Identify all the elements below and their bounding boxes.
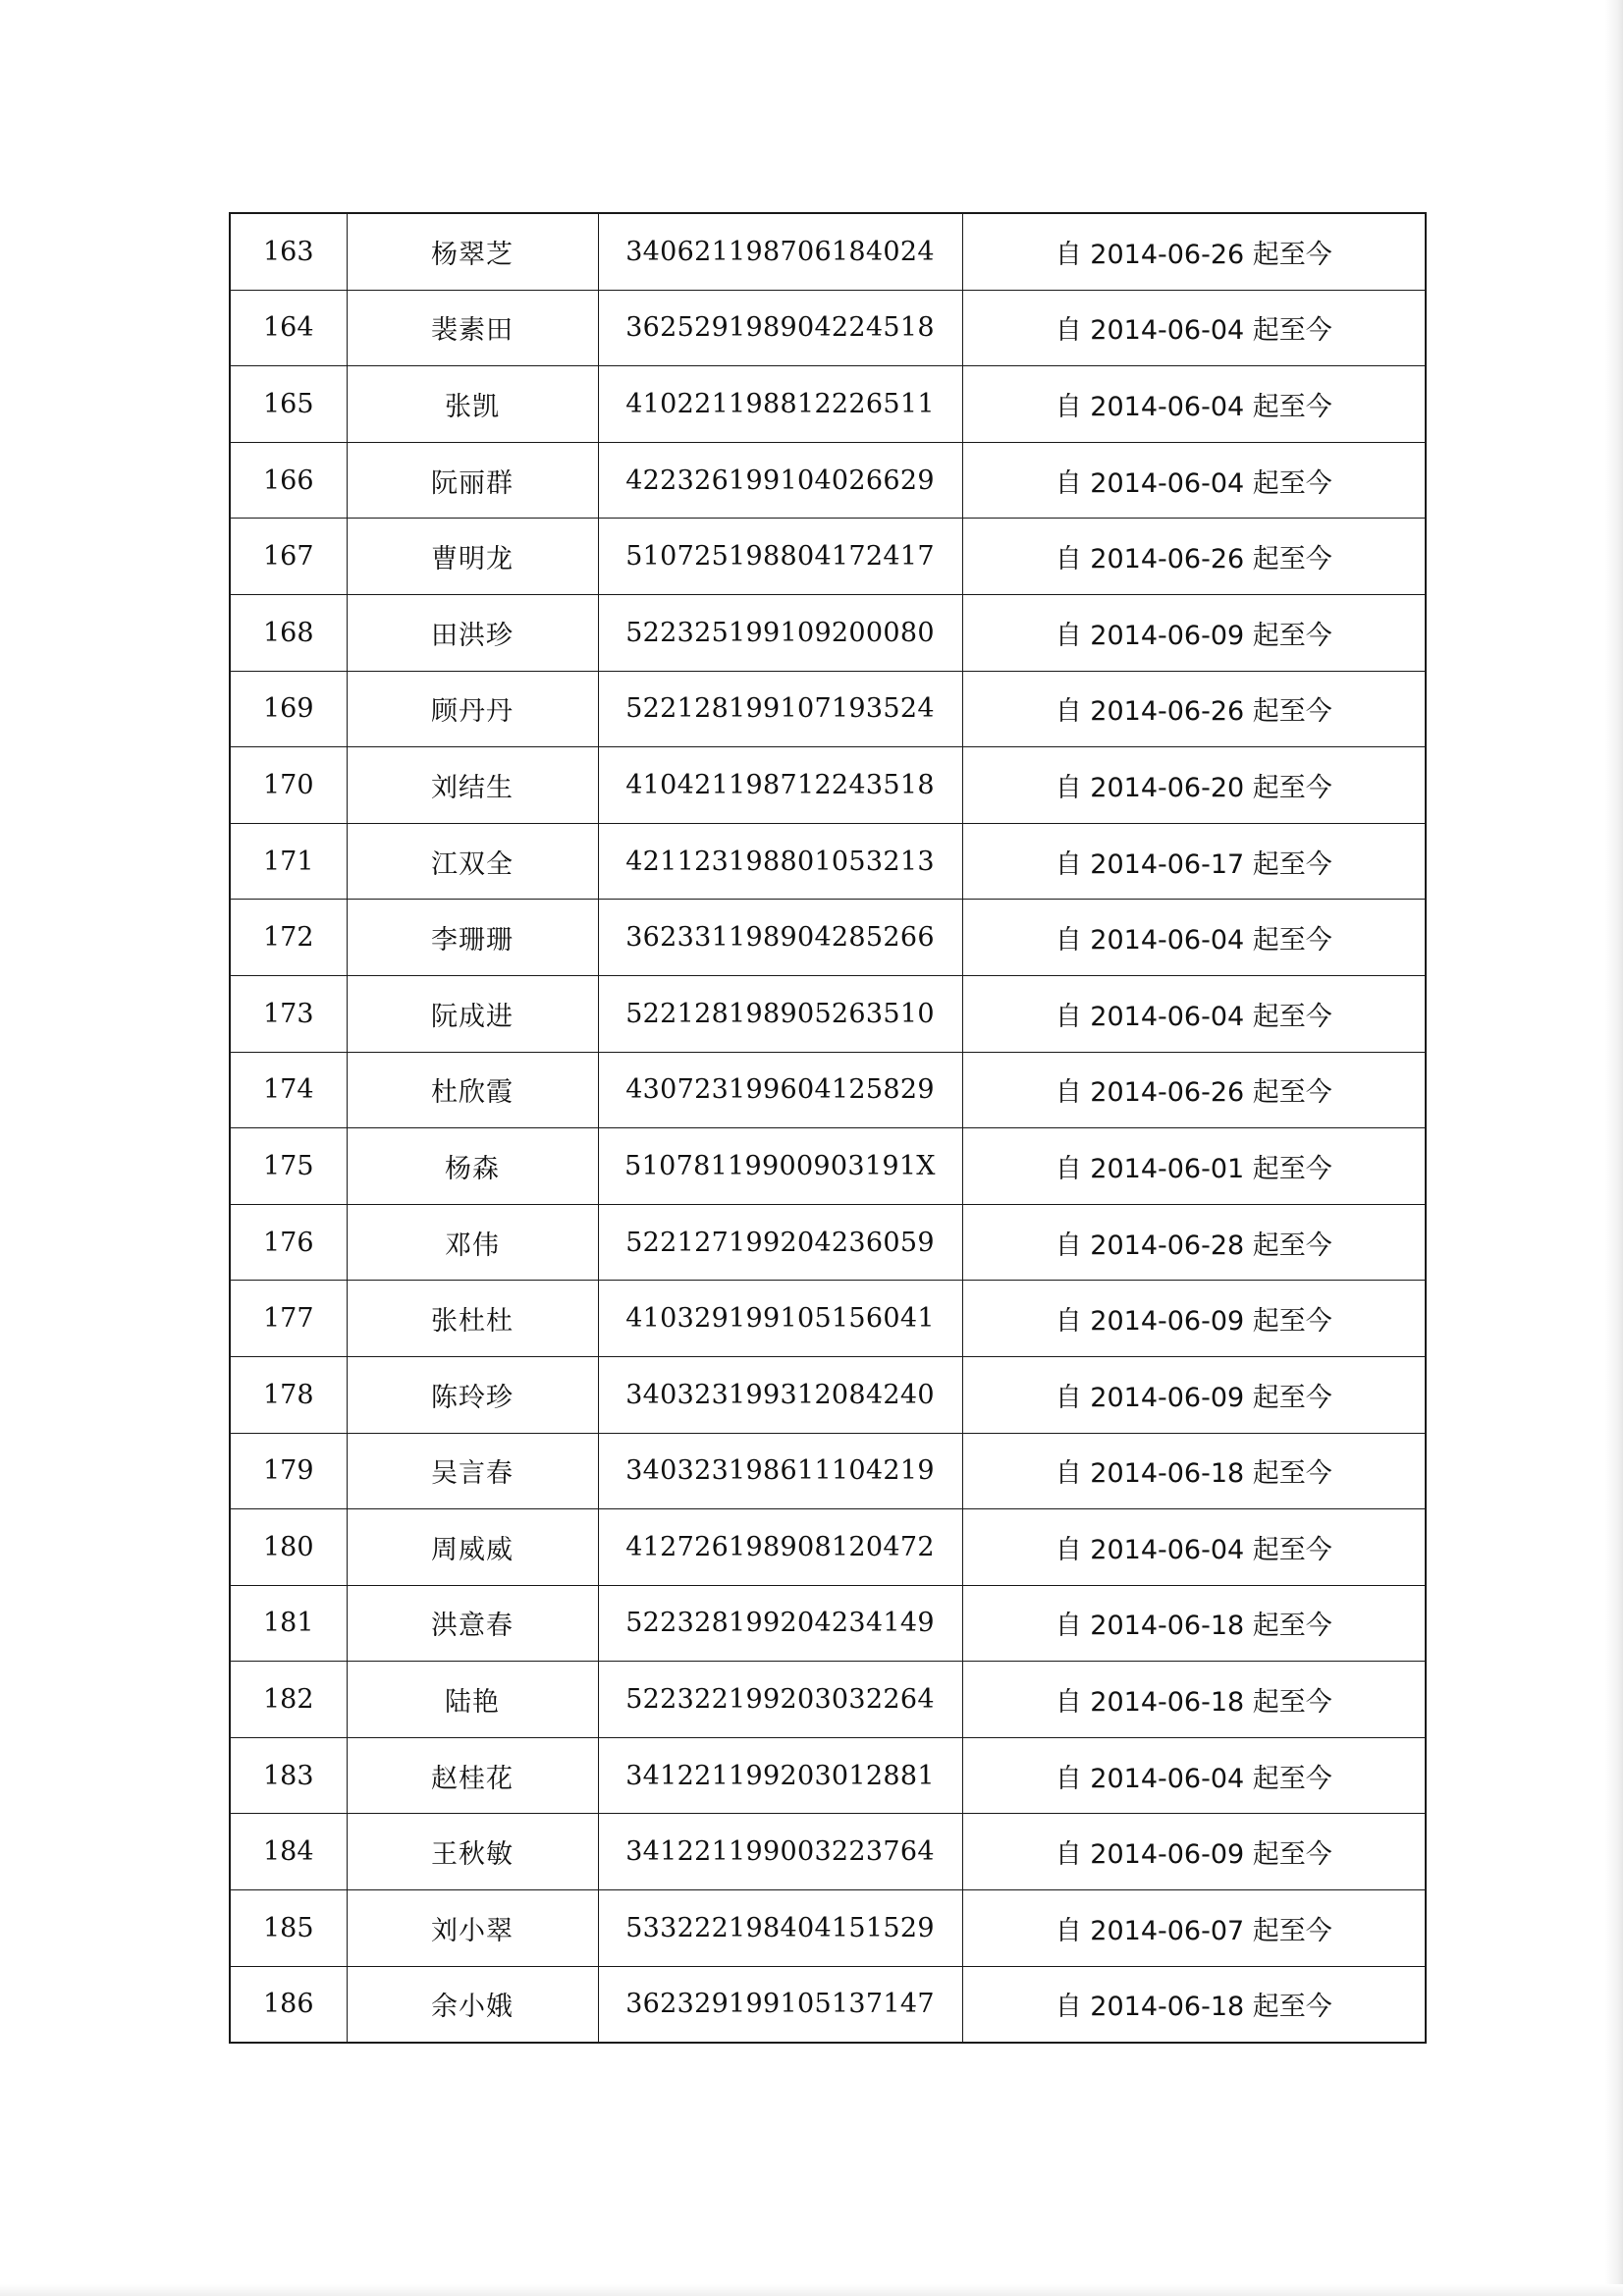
row-number: 176 <box>230 1204 347 1281</box>
table-row <box>230 671 1426 747</box>
id-number: 522128199107193524 <box>598 671 962 747</box>
employment-period: 自 2014-06-26 起至今 <box>962 1052 1426 1128</box>
person-name: 杜欣霞 <box>347 1052 598 1128</box>
table-row <box>230 442 1426 519</box>
row-number: 164 <box>230 290 347 366</box>
table-row <box>230 1966 1426 2043</box>
row-number: 172 <box>230 900 347 976</box>
employment-period: 自 2014-06-04 起至今 <box>962 1509 1426 1586</box>
table-row <box>230 1509 1426 1586</box>
table-row <box>230 594 1426 671</box>
person-name: 刘结生 <box>347 747 598 824</box>
employment-period: 自 2014-06-04 起至今 <box>962 975 1426 1052</box>
id-number: 422326199104026629 <box>598 442 962 519</box>
person-name: 裴素田 <box>347 290 598 366</box>
person-name: 江双全 <box>347 823 598 900</box>
id-number: 410421198712243518 <box>598 747 962 824</box>
row-number: 182 <box>230 1662 347 1738</box>
roster-table-body <box>230 213 1426 2043</box>
employment-period: 自 2014-06-09 起至今 <box>962 1281 1426 1357</box>
row-number: 183 <box>230 1737 347 1814</box>
employment-period: 自 2014-06-20 起至今 <box>962 747 1426 824</box>
id-number: 340621198706184024 <box>598 213 962 290</box>
person-name: 赵桂花 <box>347 1737 598 1814</box>
person-name: 刘小翠 <box>347 1890 598 1967</box>
person-name: 曹明龙 <box>347 519 598 595</box>
row-number: 168 <box>230 594 347 671</box>
id-number: 341221199003223764 <box>598 1814 962 1890</box>
roster-table <box>229 212 1427 2044</box>
row-number: 174 <box>230 1052 347 1128</box>
person-name: 余小娥 <box>347 1966 598 2043</box>
table-row <box>230 1356 1426 1433</box>
id-number: 421123198801053213 <box>598 823 962 900</box>
person-name: 李珊珊 <box>347 900 598 976</box>
person-name: 杨森 <box>347 1128 598 1205</box>
id-number: 410221198812226511 <box>598 366 962 443</box>
employment-period: 自 2014-06-04 起至今 <box>962 442 1426 519</box>
table-row <box>230 519 1426 595</box>
row-number: 175 <box>230 1128 347 1205</box>
id-number: 362331198904285266 <box>598 900 962 976</box>
table-row <box>230 900 1426 976</box>
id-number: 522127199204236059 <box>598 1204 962 1281</box>
employment-period: 自 2014-06-17 起至今 <box>962 823 1426 900</box>
row-number: 173 <box>230 975 347 1052</box>
person-name: 顾丹丹 <box>347 671 598 747</box>
row-number: 179 <box>230 1433 347 1509</box>
table-row <box>230 1204 1426 1281</box>
person-name: 阮丽群 <box>347 442 598 519</box>
id-number: 522325199109200080 <box>598 594 962 671</box>
row-number: 184 <box>230 1814 347 1890</box>
row-number: 165 <box>230 366 347 443</box>
id-number: 533222198404151529 <box>598 1890 962 1967</box>
employment-period: 自 2014-06-04 起至今 <box>962 366 1426 443</box>
row-number: 166 <box>230 442 347 519</box>
id-number: 340323198611104219 <box>598 1433 962 1509</box>
table-row <box>230 1433 1426 1509</box>
person-name: 杨翠芝 <box>347 213 598 290</box>
employment-period: 自 2014-06-18 起至今 <box>962 1433 1426 1509</box>
table-row <box>230 1128 1426 1205</box>
row-number: 180 <box>230 1509 347 1586</box>
table-row <box>230 823 1426 900</box>
table-row <box>230 290 1426 366</box>
employment-period: 自 2014-06-04 起至今 <box>962 1737 1426 1814</box>
row-number: 167 <box>230 519 347 595</box>
employment-period: 自 2014-06-18 起至今 <box>962 1585 1426 1662</box>
id-number: 362329199105137147 <box>598 1966 962 2043</box>
scan-edge-shadow <box>1605 0 1623 2296</box>
employment-period: 自 2014-06-28 起至今 <box>962 1204 1426 1281</box>
scan-edge-shadow <box>0 2284 1623 2296</box>
employment-period: 自 2014-06-01 起至今 <box>962 1128 1426 1205</box>
row-number: 178 <box>230 1356 347 1433</box>
employment-period: 自 2014-06-07 起至今 <box>962 1890 1426 1967</box>
person-name: 陆艳 <box>347 1662 598 1738</box>
row-number: 177 <box>230 1281 347 1357</box>
person-name: 洪意春 <box>347 1585 598 1662</box>
table-row <box>230 366 1426 443</box>
id-number: 522128198905263510 <box>598 975 962 1052</box>
table-row <box>230 1662 1426 1738</box>
row-number: 185 <box>230 1890 347 1967</box>
employment-period: 自 2014-06-26 起至今 <box>962 519 1426 595</box>
person-name: 吴言春 <box>347 1433 598 1509</box>
employment-period: 自 2014-06-09 起至今 <box>962 594 1426 671</box>
employment-period: 自 2014-06-09 起至今 <box>962 1356 1426 1433</box>
employment-period: 自 2014-06-18 起至今 <box>962 1662 1426 1738</box>
id-number: 430723199604125829 <box>598 1052 962 1128</box>
employment-period: 自 2014-06-26 起至今 <box>962 213 1426 290</box>
id-number: 341221199203012881 <box>598 1737 962 1814</box>
row-number: 186 <box>230 1966 347 2043</box>
id-number: 412726198908120472 <box>598 1509 962 1586</box>
table-row <box>230 1281 1426 1357</box>
row-number: 171 <box>230 823 347 900</box>
row-number: 169 <box>230 671 347 747</box>
person-name: 邓伟 <box>347 1204 598 1281</box>
person-name: 张杜杜 <box>347 1281 598 1357</box>
person-name: 田洪珍 <box>347 594 598 671</box>
row-number: 163 <box>230 213 347 290</box>
table-row <box>230 1585 1426 1662</box>
id-number: 510725198804172417 <box>598 519 962 595</box>
table-row <box>230 213 1426 290</box>
table-row <box>230 747 1426 824</box>
id-number: 362529198904224518 <box>598 290 962 366</box>
id-number: 51078119900903191X <box>598 1128 962 1205</box>
table-row <box>230 1890 1426 1967</box>
id-number: 410329199105156041 <box>598 1281 962 1357</box>
table-row <box>230 1737 1426 1814</box>
id-number: 522322199203032264 <box>598 1662 962 1738</box>
table-row <box>230 1814 1426 1890</box>
employment-period: 自 2014-06-04 起至今 <box>962 900 1426 976</box>
person-name: 阮成进 <box>347 975 598 1052</box>
employment-period: 自 2014-06-26 起至今 <box>962 671 1426 747</box>
table-row <box>230 1052 1426 1128</box>
person-name: 陈玲珍 <box>347 1356 598 1433</box>
row-number: 181 <box>230 1585 347 1662</box>
person-name: 张凯 <box>347 366 598 443</box>
employment-period: 自 2014-06-18 起至今 <box>962 1966 1426 2043</box>
row-number: 170 <box>230 747 347 824</box>
employment-period: 自 2014-06-04 起至今 <box>962 290 1426 366</box>
employment-period: 自 2014-06-09 起至今 <box>962 1814 1426 1890</box>
id-number: 522328199204234149 <box>598 1585 962 1662</box>
person-name: 王秋敏 <box>347 1814 598 1890</box>
id-number: 340323199312084240 <box>598 1356 962 1433</box>
person-name: 周威威 <box>347 1509 598 1586</box>
table-row <box>230 975 1426 1052</box>
